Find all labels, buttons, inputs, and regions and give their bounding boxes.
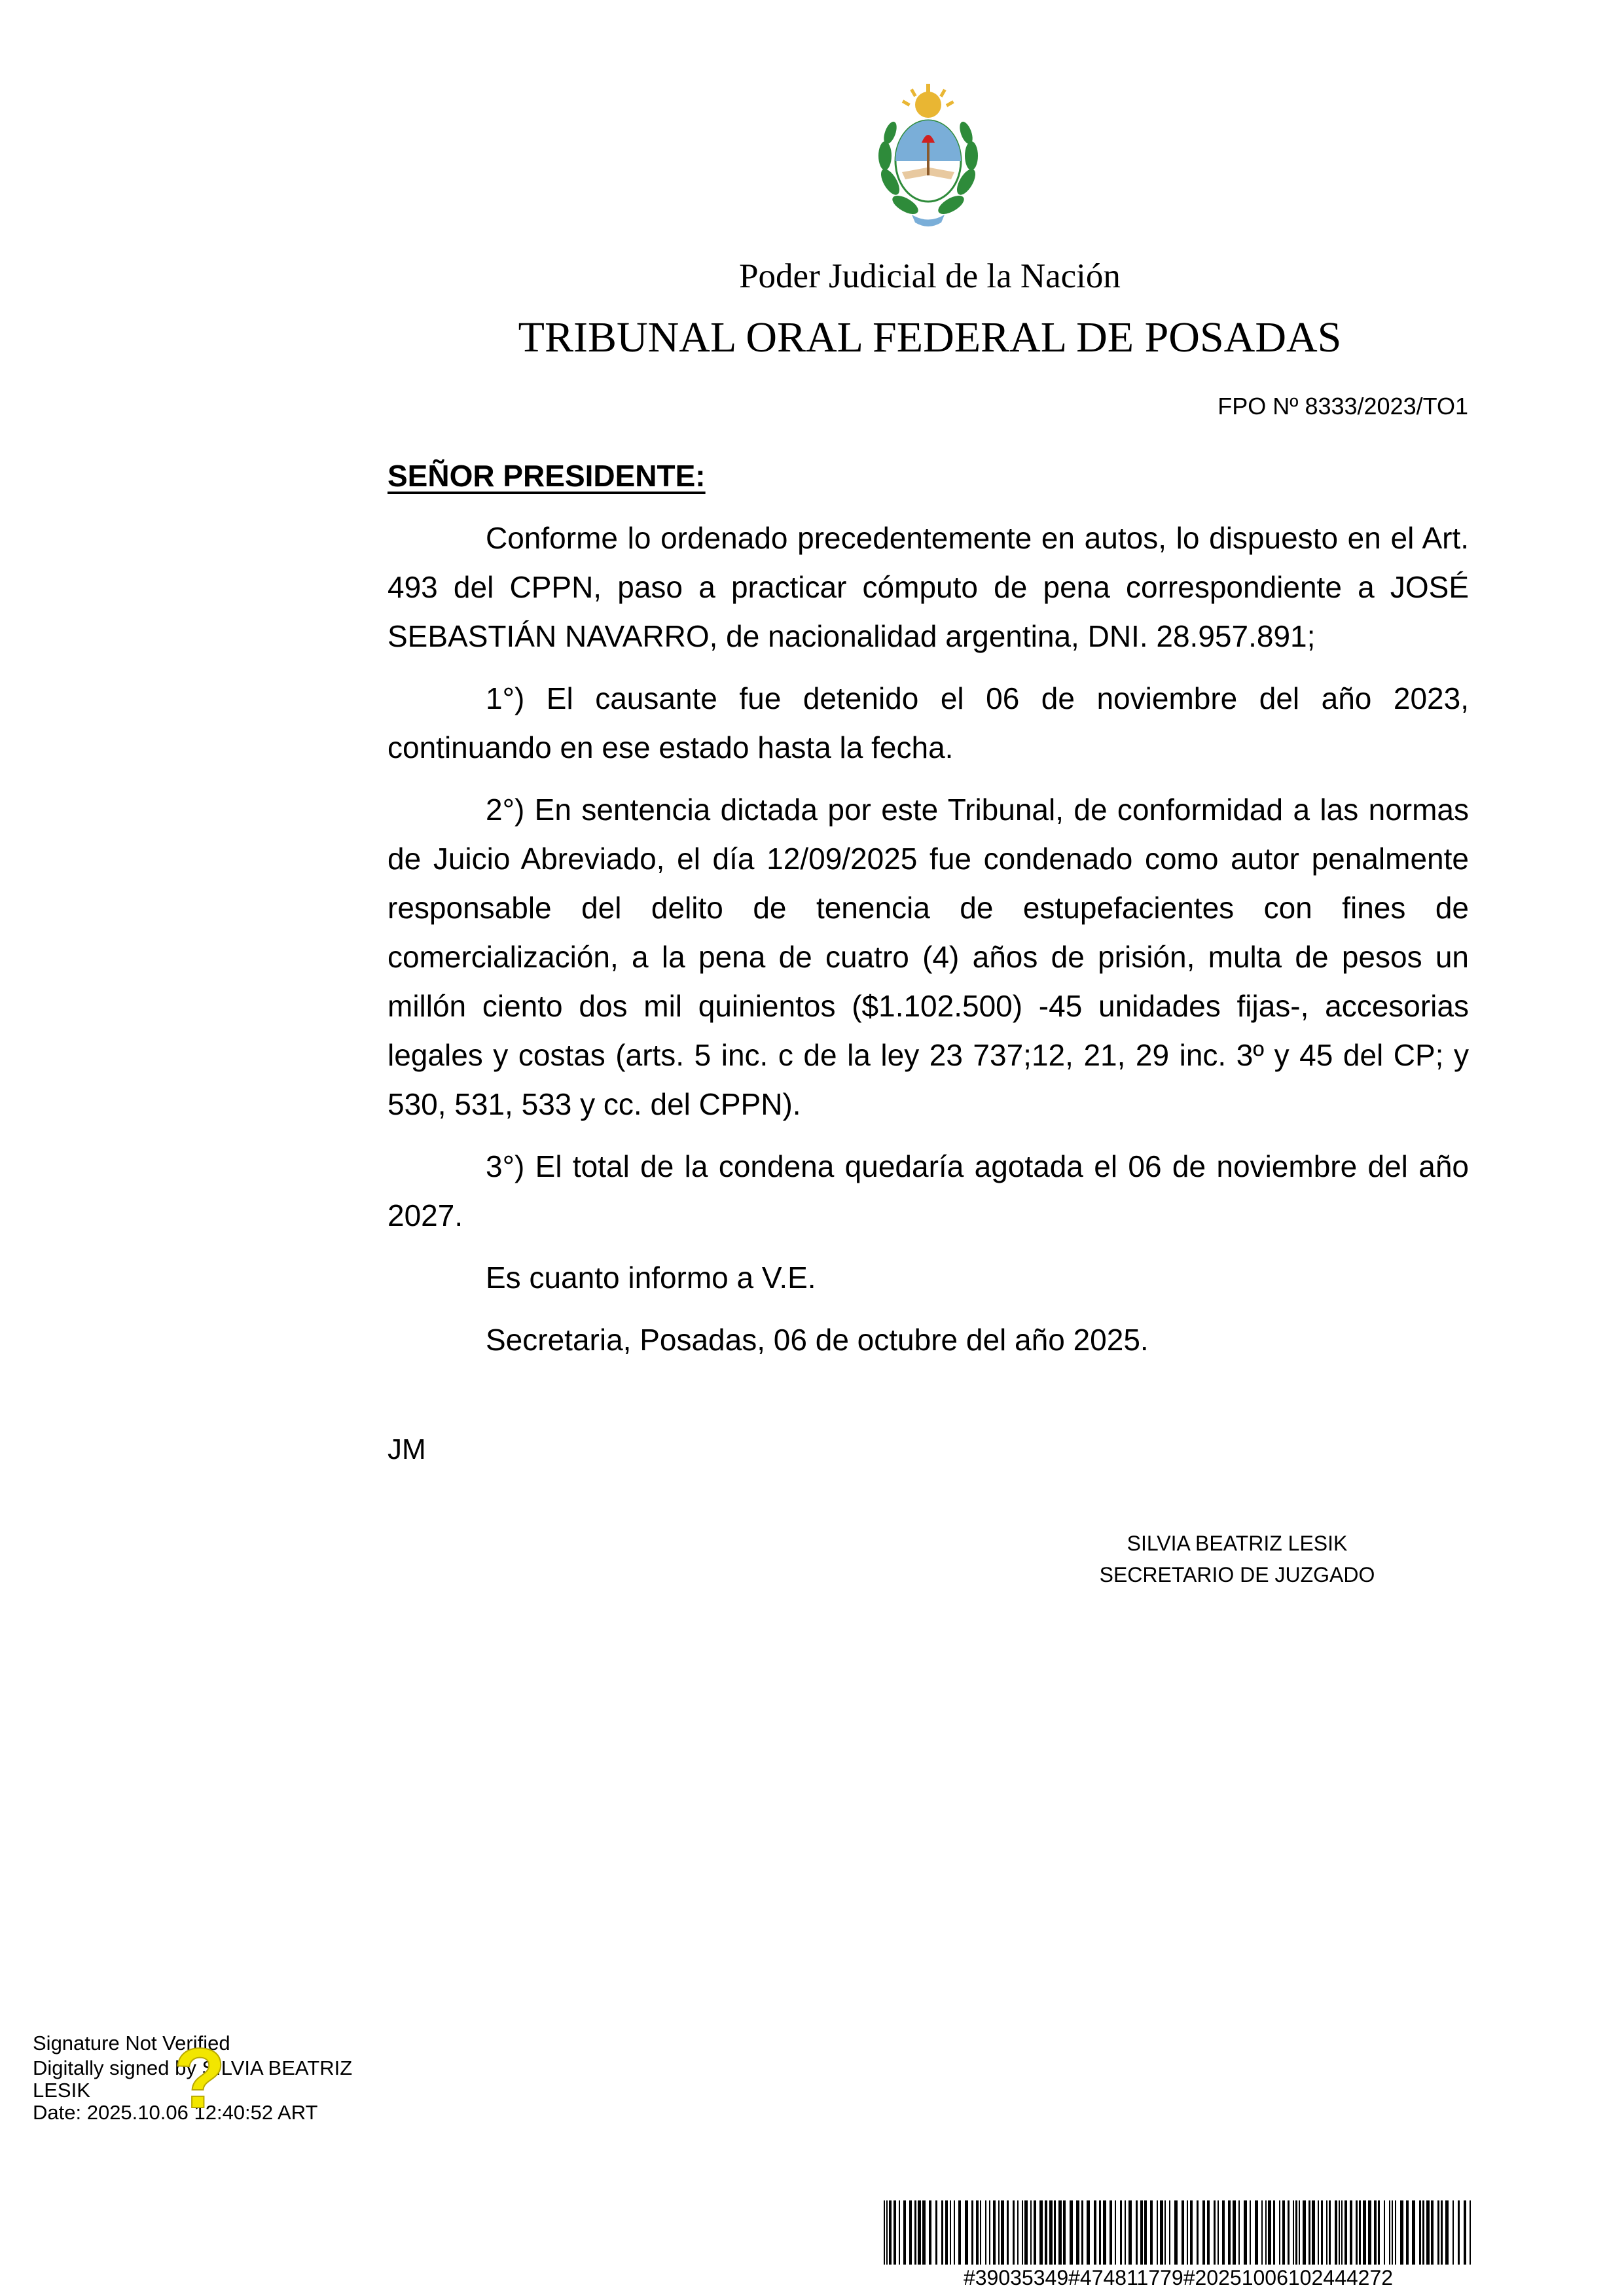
signature-signed-by: Digitally signed by SILVIA BEATRIZ xyxy=(33,2056,353,2079)
barcode-bar xyxy=(1321,2200,1323,2265)
barcode-bar xyxy=(985,2200,986,2265)
case-number: FPO Nº 8333/2023/TO1 xyxy=(1218,393,1468,420)
barcode-bar xyxy=(903,2200,906,2265)
barcode-bar xyxy=(1279,2200,1280,2265)
barcode-bar xyxy=(929,2200,931,2265)
barcode-bar xyxy=(1087,2200,1090,2265)
barcode-bar xyxy=(1431,2200,1434,2265)
barcode-bar xyxy=(893,2200,896,2265)
barcode-bar xyxy=(1202,2200,1205,2265)
barcode-bar xyxy=(1400,2200,1403,2265)
barcode-bar xyxy=(1024,2200,1028,2265)
barcode-bar xyxy=(1233,2200,1236,2265)
barcode-bar xyxy=(1374,2200,1377,2265)
barcode-bar xyxy=(884,2200,885,2265)
barcode-bar xyxy=(954,2200,955,2265)
barcode-bar xyxy=(1464,2200,1466,2265)
barcode-bar xyxy=(1326,2200,1327,2265)
barcode-bar xyxy=(1214,2200,1216,2265)
barcode-bar xyxy=(989,2200,990,2265)
barcode-bar xyxy=(1335,2200,1337,2265)
barcode-bar xyxy=(1329,2200,1331,2265)
barcode-bar xyxy=(1125,2200,1126,2265)
signature-signed-by-cont: LESIK xyxy=(33,2079,90,2102)
paragraph-2: 2°) En sentencia dictada por este Tribunal, de conformidad a las normas de Juicio Abreviado, el día 12/09/2025 fue condenado como autor penalmente responsable del delito de tenencia de estupefacientes con fines de comercialización, a la pena de cuatro (4) años de prisión, multa de pesos un millón ciento dos mil quinientos ($1.102.500) -45 unidades fijas-, accesorias legales y costas (arts. 5 inc. c de la ley 23 737;12, 21, 29 inc. 3º y 45 del CP; y 530, 531, 533 y cc. del CPPN). xyxy=(388,793,1469,1121)
barcode-bar xyxy=(1363,2200,1366,2265)
paragraph-report: Es cuanto informo a V.E. xyxy=(486,1261,816,1295)
barcode-bar xyxy=(899,2200,900,2265)
barcode-bar xyxy=(1081,2200,1083,2265)
barcode-bar xyxy=(1295,2200,1297,2265)
barcode-bar xyxy=(1030,2200,1032,2265)
barcode-bar xyxy=(1458,2200,1460,2265)
barcode-bar xyxy=(1318,2200,1319,2265)
barcode-bar xyxy=(976,2200,979,2265)
barcode-bar xyxy=(945,2200,948,2265)
barcode-bar xyxy=(1070,2200,1073,2265)
barcode-bar xyxy=(918,2200,921,2265)
barcode-bar xyxy=(1197,2200,1199,2265)
barcode-bar xyxy=(1268,2200,1271,2265)
signature-status: Signature Not Verified xyxy=(33,2032,230,2054)
barcode-bar xyxy=(1115,2200,1116,2265)
barcode-bar xyxy=(922,2200,926,2265)
initials: JM xyxy=(388,1433,426,1465)
barcode-bar xyxy=(1378,2200,1380,2265)
barcode-bar xyxy=(1054,2200,1056,2265)
barcode-bar xyxy=(965,2200,968,2265)
barcode-bar xyxy=(1293,2200,1294,2265)
barcode-bar xyxy=(886,2200,888,2265)
signatory-name: SILVIA BEATRIZ LESIK xyxy=(1127,1532,1348,1555)
barcode-bar xyxy=(1470,2200,1471,2265)
barcode-bar xyxy=(1001,2200,1004,2265)
barcode-bar xyxy=(1169,2200,1170,2265)
barcode-bar xyxy=(1419,2200,1421,2265)
barcode-bar xyxy=(1288,2200,1290,2265)
barcode-bar xyxy=(1110,2200,1112,2265)
barcode-bar xyxy=(1182,2200,1184,2265)
barcode-bar xyxy=(1339,2200,1340,2265)
addressee-heading: SEÑOR PRESIDENTE: xyxy=(388,459,706,493)
barcode-bar xyxy=(950,2200,951,2265)
barcode-bar xyxy=(1099,2200,1101,2265)
barcode-bar xyxy=(1076,2200,1079,2265)
barcode-bar xyxy=(1359,2200,1361,2265)
barcode xyxy=(884,2200,1473,2265)
barcode-bar xyxy=(1128,2200,1132,2265)
barcode-bar xyxy=(993,2200,996,2265)
barcode-bar xyxy=(1058,2200,1062,2265)
barcode-bar xyxy=(1303,2200,1306,2265)
barcode-bar xyxy=(971,2200,973,2265)
barcode-bar xyxy=(1265,2200,1267,2265)
barcode-bar xyxy=(1441,2200,1443,2265)
barcode-bar xyxy=(1244,2200,1247,2265)
barcode-bar xyxy=(1453,2200,1454,2265)
barcode-bar xyxy=(1255,2200,1258,2265)
barcode-bar xyxy=(1250,2200,1251,2265)
barcode-bar xyxy=(1261,2200,1263,2265)
barcode-bar xyxy=(1063,2200,1066,2265)
barcode-bar xyxy=(1218,2200,1219,2265)
barcode-bar xyxy=(1039,2200,1043,2265)
barcode-bar xyxy=(1312,2200,1315,2265)
signatory-role: SECRETARIO DE JUZGADO xyxy=(1099,1563,1375,1587)
document-body xyxy=(388,514,1469,1378)
barcode-bar xyxy=(1406,2200,1409,2265)
svg-text:?: ? xyxy=(173,2036,226,2121)
argentina-coat-of-arms-icon xyxy=(876,84,981,234)
barcode-bar xyxy=(1422,2200,1424,2265)
barcode-bar xyxy=(1350,2200,1352,2265)
barcode-bar xyxy=(1308,2200,1310,2265)
barcode-bar xyxy=(1022,2200,1023,2265)
paragraph-3: 3°) El total de la condena quedaría agotada el 06 de noviembre del año 2027. xyxy=(388,1149,1469,1232)
barcode-bar xyxy=(1160,2200,1163,2265)
barcode-bar xyxy=(1282,2200,1285,2265)
barcode-bar xyxy=(1341,2200,1343,2265)
paragraph-date: Secretaria, Posadas, 06 de octubre del año 2025. xyxy=(486,1323,1149,1357)
barcode-bar xyxy=(1120,2200,1122,2265)
barcode-bar xyxy=(1395,2200,1396,2265)
barcode-bar xyxy=(1157,2200,1158,2265)
barcode-bar xyxy=(1017,2200,1019,2265)
barcode-bar xyxy=(1273,2200,1275,2265)
barcode-bar xyxy=(980,2200,981,2265)
barcode-bar xyxy=(1426,2200,1430,2265)
barcode-bar xyxy=(1228,2200,1231,2265)
barcode-bar xyxy=(889,2200,892,2265)
barcode-bar xyxy=(1144,2200,1147,2265)
barcode-bar xyxy=(1392,2200,1393,2265)
paragraph-1: 1°) El causante fue detenido el 06 de noviembre del año 2023, continuando en ese estado hasta la fecha. xyxy=(388,681,1469,764)
unverified-question-mark-icon xyxy=(167,2036,232,2121)
barcode-bar xyxy=(1389,2200,1390,2265)
barcode-bar xyxy=(1140,2200,1143,2265)
barcode-bar xyxy=(958,2200,961,2265)
barcode-bar xyxy=(1164,2200,1166,2265)
barcode-bar xyxy=(1222,2200,1225,2265)
barcode-bar xyxy=(1356,2200,1358,2265)
barcode-bar xyxy=(1136,2200,1138,2265)
barcode-bar xyxy=(1150,2200,1153,2265)
barcode-bar xyxy=(1445,2200,1449,2265)
barcode-bar xyxy=(914,2200,916,2265)
court-name: TRIBUNAL ORAL FEDERAL DE POSADAS xyxy=(518,314,1342,361)
barcode-bar xyxy=(1094,2200,1096,2265)
barcode-bar xyxy=(1238,2200,1240,2265)
barcode-bar xyxy=(1045,2200,1047,2265)
barcode-bar xyxy=(1174,2200,1178,2265)
barcode-bar xyxy=(909,2200,912,2265)
barcode-bar xyxy=(1034,2200,1036,2265)
barcode-bar xyxy=(1007,2200,1009,2265)
barcode-bar xyxy=(1207,2200,1210,2265)
barcode-bar xyxy=(1368,2200,1371,2265)
barcode-bar xyxy=(1103,2200,1106,2265)
institution-name: Poder Judicial de la Nación xyxy=(739,257,1121,295)
barcode-bar xyxy=(1299,2200,1300,2265)
paragraph-intro: Conforme lo ordenado precedentemente en autos, lo dispuesto en el Art. 493 del CPPN, paso a practicar cómputo de pena correspondiente a JOSÉ SEBASTIÁN NAVARRO, de nacionalidad argentina, DNI. 28.957.891; xyxy=(388,521,1469,653)
barcode-bar xyxy=(1013,2200,1015,2265)
barcode-bar xyxy=(941,2200,943,2265)
barcode-bar xyxy=(1384,2200,1385,2265)
signature-date: Date: 2025.10.06 12:40:52 ART xyxy=(33,2101,318,2124)
barcode-text: #39035349#474811779#20251006102444272 xyxy=(963,2266,1394,2289)
barcode-bar xyxy=(1437,2200,1439,2265)
barcode-bar xyxy=(1190,2200,1193,2265)
barcode-bar xyxy=(1187,2200,1188,2265)
barcode-bar xyxy=(1344,2200,1347,2265)
barcode-bar xyxy=(935,2200,937,2265)
barcode-bar xyxy=(998,2200,1000,2265)
barcode-bar xyxy=(1049,2200,1053,2265)
barcode-bar xyxy=(1412,2200,1415,2265)
